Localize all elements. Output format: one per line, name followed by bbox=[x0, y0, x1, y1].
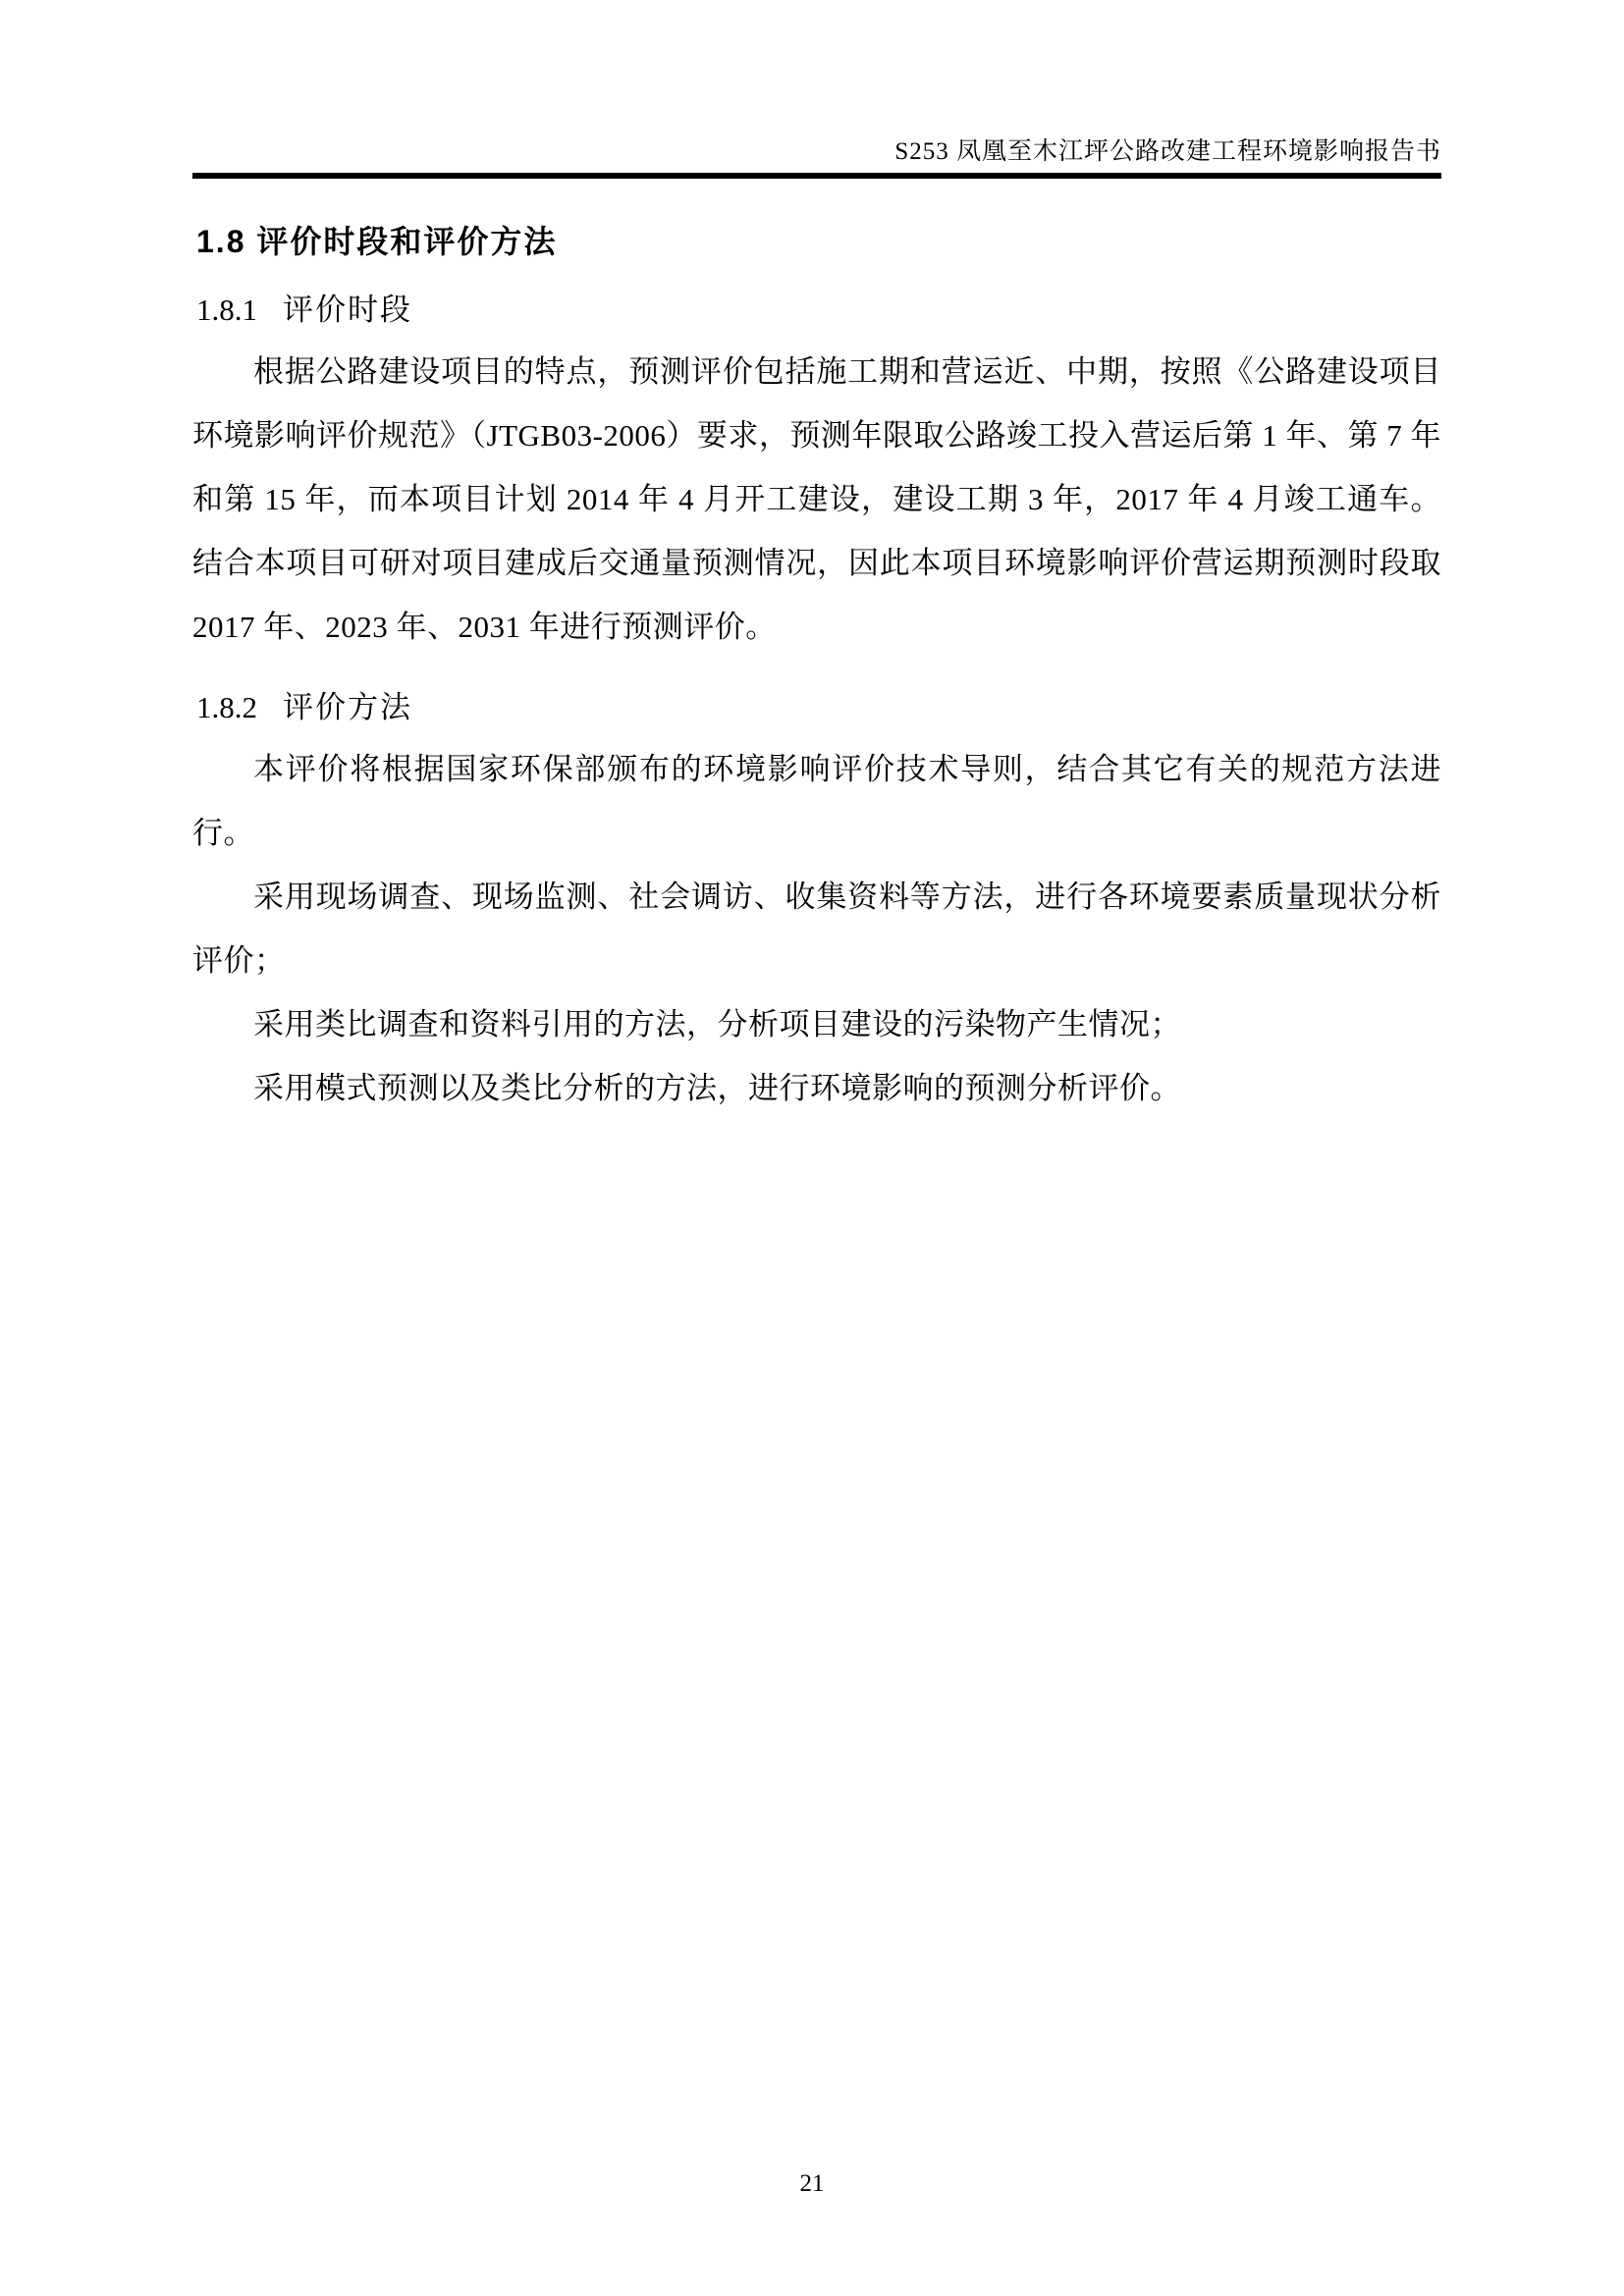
running-header bbox=[192, 0, 1441, 179]
page-content bbox=[192, 0, 1441, 1120]
subsection-heading-1-8-1 bbox=[196, 291, 1441, 330]
subsection-number: 1.8.1 bbox=[196, 293, 257, 327]
subsection-heading-1-8-2 bbox=[196, 688, 1441, 727]
paragraph-method-analogy: 采用类比调查和资料引用的方法，分析项目建设的污染物产生情况； bbox=[253, 1007, 1181, 1041]
subsection-number: 1.8.2 bbox=[196, 690, 257, 724]
paragraph-method-survey: 采用现场调查、现场监测、社会调访、收集资料等方法，进行各环境要素质量现状分析评价； bbox=[192, 880, 1441, 978]
paragraph-method-model: 采用模式预测以及类比分析的方法，进行环境影响的预测分析评价。 bbox=[253, 1071, 1181, 1105]
subsection-title: 评价时段 bbox=[283, 293, 412, 327]
subsection-title: 评价方法 bbox=[283, 690, 412, 724]
page-footer bbox=[0, 2170, 1624, 2198]
paragraph-method-intro: 本评价将根据国家环保部颁布的环境影响评价技术导则，结合其它有关的规范方法进行。 bbox=[192, 752, 1441, 850]
section-heading-1-8: 1.8 评价时段和评价方法 bbox=[196, 224, 558, 259]
running-header-title: S253 凤凰至木江坪公路改建工程环境影响报告书 bbox=[894, 138, 1441, 165]
paragraph-evaluation-period: 根据公路建设项目的特点，预测评价包括施工期和营运近、中期，按照《公路建设项目环境影响评价规范》（JTGB03-2006）要求，预测年限取公路竣工投入营运后第 1 年、第 7 年和第 15 年，而本项目计划 2014 年 4 月开工建设，建设工期 3 年，2017 年 4 月竣工通车。结合本项目可研对项目建成后交通量预测情况，因此本项目环境影响评价营运期预测时段取 2017 年、2023 年、2031 年进行预测评价。 bbox=[192, 354, 1441, 644]
page-number: 21 bbox=[799, 2170, 825, 2197]
